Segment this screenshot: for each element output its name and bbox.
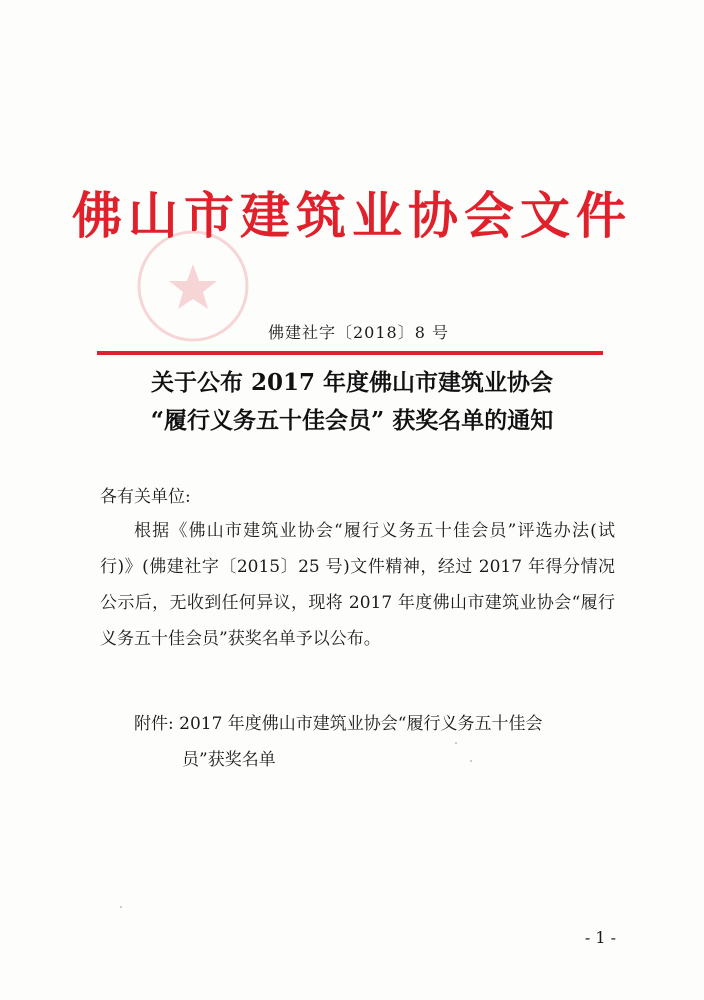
- body-paragraph: 根据《佛山市建筑业协会“履行义务五十佳会员”评选办法(试行)》(佛建社字〔2015〕25 号)文件精神，经过 2017 年得分情况公示后，无收到任何异议，现将 2017 年度佛山市建筑业协会“履行义务五十佳会员”获奖名单予以公布。: [100, 521, 615, 649]
- page-number: - 1 -: [584, 928, 616, 947]
- attachment-note: [134, 706, 604, 778]
- salutation: 各有关单位:: [100, 487, 191, 507]
- scan-speck: [455, 742, 457, 744]
- notice-title-line2: “履行义务五十佳会员” 获奖名单的通知: [150, 407, 554, 434]
- scan-speck: [120, 906, 122, 908]
- attachment-label: 附件: 2017 年度佛山市建筑业协会“履行义务五十佳会: [134, 714, 543, 734]
- document-number: 佛建社字〔2018〕8 号: [268, 323, 449, 342]
- attachment-continuation: 员”获奖名单: [182, 750, 276, 770]
- scan-speck: [470, 760, 472, 762]
- header-divider: [97, 351, 603, 355]
- notice-title-line1: 关于公布 2017 年度佛山市建筑业协会: [150, 369, 554, 396]
- org-header-title: 佛山市建筑业协会文件: [72, 186, 632, 245]
